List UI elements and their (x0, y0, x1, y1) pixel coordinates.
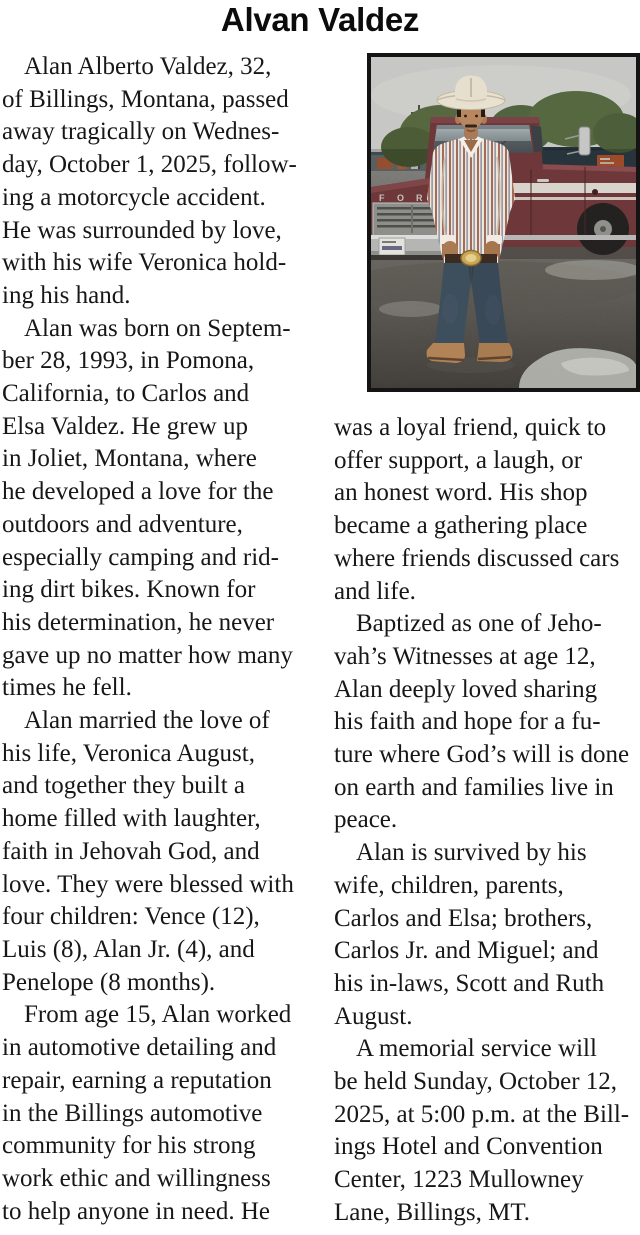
text-line: ing his hand. (2, 281, 131, 309)
text-line: times he fell. (2, 674, 132, 702)
text-line: an honest word. His shop (334, 479, 588, 507)
text-line: on earth and families live in (334, 773, 614, 801)
text-line: became a gathering place (334, 512, 588, 540)
text-line: vah’s Witnesses at age 12, (334, 642, 596, 670)
svg-text:R: R (416, 193, 423, 203)
text-line: California, to Carlos and (2, 380, 250, 408)
text-line: be held Sunday, October 12, (334, 1068, 618, 1096)
text-column-right (334, 412, 640, 1230)
page-title: Alvan Valdez (220, 1, 420, 38)
text-line: his in-laws, Scott and Ruth (334, 969, 605, 997)
text-line: He was surrounded by love, (2, 216, 282, 244)
text-line: was a loyal friend, quick to (334, 414, 607, 441)
text-line: his life, Veronica August, (2, 739, 255, 767)
text-line: faith in Jehovah God, and (2, 837, 260, 865)
svg-text:O: O (397, 193, 405, 203)
text-line: ber 28, 1993, in Pomona, (2, 347, 255, 375)
text-line: in automotive detailing and (2, 1034, 277, 1062)
text-line: Alan deeply loved sharing (334, 675, 598, 703)
text-line: From age 15, Alan worked (24, 1001, 292, 1029)
text-line: ing a motorcycle accident. (2, 183, 266, 211)
license-plate (379, 238, 405, 255)
text-line: home filled with laughter, (2, 805, 261, 833)
text-line: Carlos and Elsa; brothers, (334, 904, 593, 932)
text-line: ing dirt bikes. Known for (2, 576, 256, 604)
text-line: ings Hotel and Convention (334, 1133, 603, 1161)
text-line: in Joliet, Montana, where (2, 445, 257, 473)
rocker-trim (499, 235, 636, 240)
text-line: love. They were blessed with (2, 870, 294, 898)
text-line: Carlos Jr. and Miguel; and (334, 937, 599, 965)
text-line: Elsa Valdez. He grew up (2, 412, 248, 440)
text-line: outdoors and adventure, (2, 510, 243, 538)
door-handle (537, 179, 549, 182)
text-line: his faith and hope for a fu- (334, 708, 601, 736)
text-line: Alan married the love of (24, 707, 270, 735)
text-line: Luis (8), Alan Jr. (4), and (2, 935, 255, 963)
text-line: 2025, at 5:00 p.m. at the Bill- (334, 1100, 630, 1128)
text-line: peace. (334, 806, 398, 834)
text-line: Alan Alberto Valdez, 32, (24, 53, 272, 80)
text-line: with his wife Veronica hold- (2, 249, 287, 277)
text-line: Alan is survived by his (356, 839, 587, 867)
text-line: four children: Vence (12), (2, 903, 260, 931)
text-column-left (2, 51, 332, 1228)
text-line: ture where God’s will is done (334, 741, 630, 769)
text-line: gave up no matter how many (2, 641, 293, 669)
text-line: Lane, Billings, MT. (334, 1198, 531, 1226)
text-line: work ethic and willingness (2, 1164, 271, 1192)
text-line: he developed a love for the (2, 478, 274, 506)
text-line: and together they built a (2, 772, 245, 800)
side-stripe (499, 183, 636, 193)
svg-text:F: F (379, 193, 385, 203)
text-line: Center, 1223 Mullowney (334, 1166, 584, 1194)
text-line: where friends discussed cars (334, 544, 620, 572)
text-line: especially camping and rid- (2, 543, 279, 571)
text-line: in the Billings automotive (2, 1099, 263, 1127)
text-line: community for his strong (2, 1132, 256, 1160)
text-line: Baptized as one of Jeho- (356, 610, 602, 638)
wet-streak (379, 301, 443, 317)
text-line: away tragically on Wednes- (2, 118, 280, 146)
text-line: A memorial service will (356, 1035, 597, 1063)
portrait-photo (367, 53, 640, 392)
text-line: Alan was born on Septem- (24, 314, 291, 342)
text-line: and life. (334, 577, 416, 605)
mustache (465, 125, 477, 128)
text-line: his determination, he never (2, 608, 275, 636)
text-line: repair, earning a reputation (2, 1066, 272, 1094)
photo-illustration (371, 57, 636, 388)
gas-cap (592, 189, 598, 195)
text-line: to help anyone in need. He (2, 1197, 270, 1225)
text-line: of Billings, Montana, passed (2, 85, 289, 113)
text-line: wife, children, parents, (334, 871, 564, 899)
text-line: day, October 1, 2025, follow- (2, 151, 297, 179)
text-line: offer support, a laugh, or (334, 446, 583, 474)
text-line: August. (334, 1002, 413, 1030)
text-line: Penelope (8 months). (2, 968, 216, 996)
